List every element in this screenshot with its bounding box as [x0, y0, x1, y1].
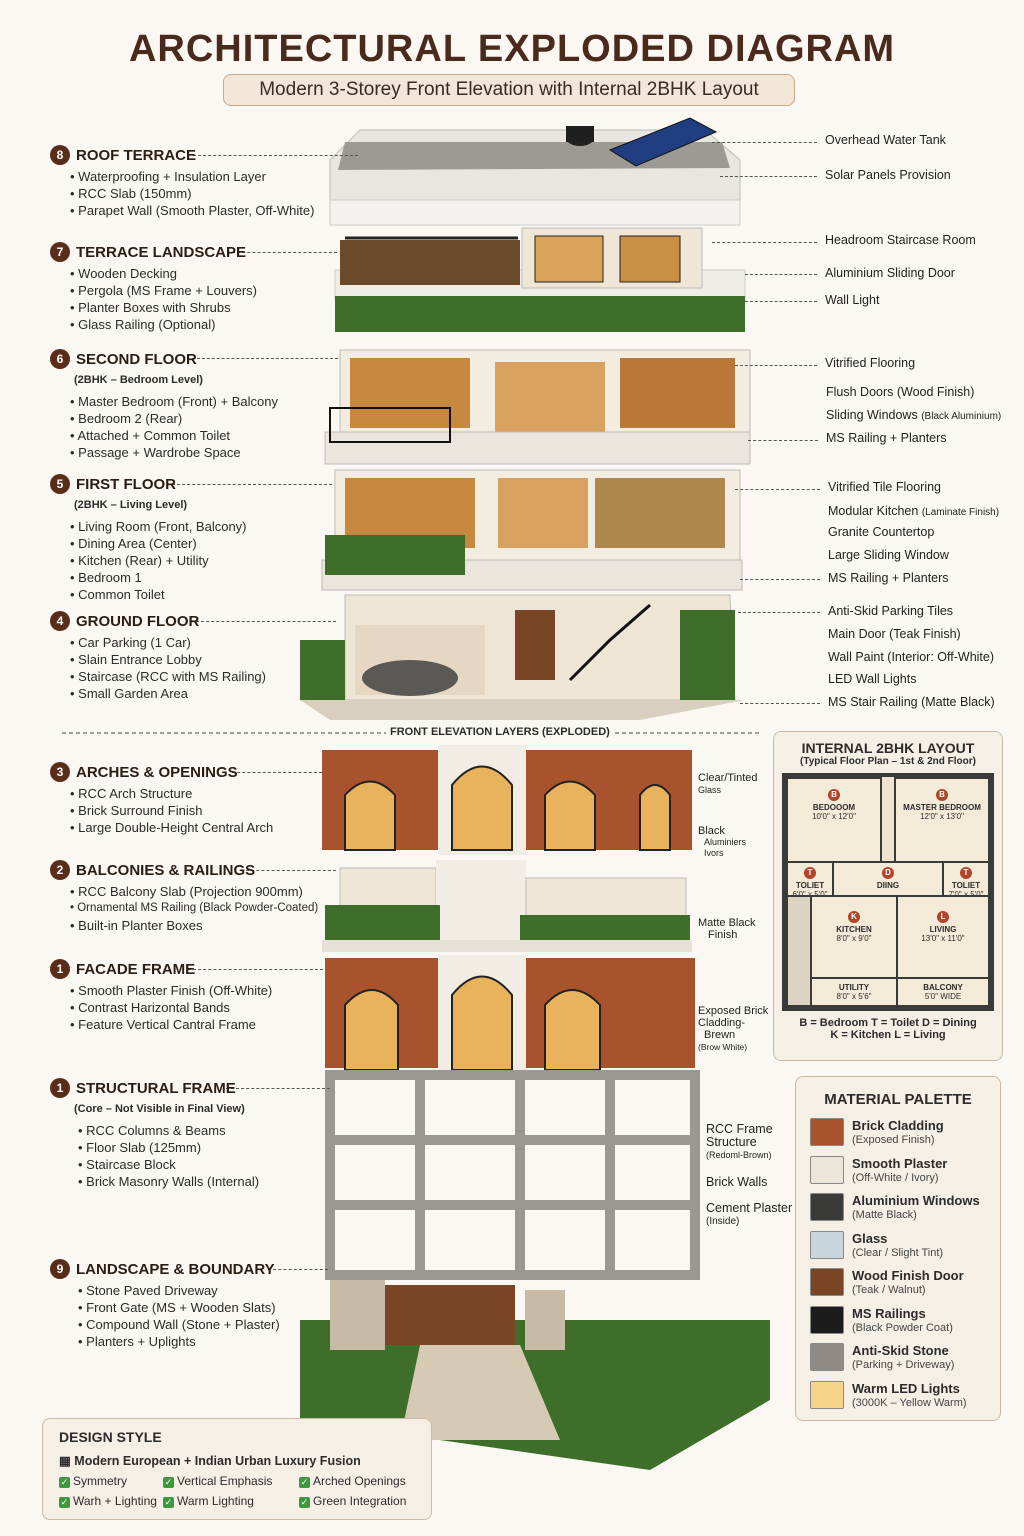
room-balcony: BALCONY 5'0" WIDE: [896, 977, 990, 1007]
palette-title: MATERIAL PALETTE: [824, 1091, 972, 1108]
check-icon: ✓: [300, 1477, 309, 1487]
label-black-aluminium: Black Aluminiers Ivors: [698, 825, 747, 858]
palette-swatch: [810, 1231, 986, 1269]
palette-swatch: [810, 1268, 986, 1306]
swatch-name: Brick Cladding: [852, 1118, 944, 1133]
list-item: • Stone Paved Driveway: [78, 1282, 280, 1299]
material-palette-panel: [795, 1076, 1001, 1421]
list-item: • Brick Masonry Walls (Internal): [78, 1173, 259, 1190]
list-item: • Planter Boxes with Shrubs: [70, 299, 257, 316]
list-item: • RCC Slab (150mm): [70, 185, 314, 202]
label-ms-railing-planters-2: MS Railing + Planters: [828, 571, 949, 585]
swatch-color-box: [810, 1156, 844, 1184]
leader-line: [712, 242, 817, 243]
section-ground-floor: [50, 611, 266, 702]
list-item: • Dining Area (Center): [70, 535, 247, 552]
section-terrace-landscape: [50, 242, 257, 333]
list-item: • Staircase Block: [78, 1156, 259, 1173]
palette-swatch: [810, 1381, 986, 1419]
section-heading: BALCONIES & RAILINGS: [76, 861, 256, 879]
section-heading: GROUND FLOOR: [76, 612, 200, 630]
section-subheading: (Core – Not Visible in Final View): [74, 1103, 245, 1115]
room-master-bedroom: B MASTER BEDROOM 12'0" x 13'0": [894, 777, 990, 863]
label-glass: Clear/Tinted Glass: [698, 772, 758, 795]
terrace-landscape-layer: [335, 228, 745, 332]
design-tag: ✓ Symmetry: [60, 1474, 127, 1488]
list-item: • RCC Columns & Beams: [78, 1122, 259, 1139]
floorplan-panel: [773, 731, 1003, 1061]
list-item: • Ornamental MS Railing (Black Powder-Coated): [70, 900, 318, 917]
swatch-name: Aluminium Windows: [852, 1193, 980, 1208]
list-item: • Floor Slab (125mm): [78, 1139, 259, 1156]
section-heading: ROOF TERRACE: [76, 146, 196, 164]
check-icon: ✓: [60, 1497, 69, 1507]
swatch-name: MS Railings: [852, 1305, 926, 1321]
swatch-description: (Teak / Walnut): [852, 1284, 926, 1296]
section-structural-frame: [50, 1078, 259, 1190]
floorplan-subtitle: (Typical Floor Plan – 1st & 2nd Floor): [800, 756, 976, 767]
label-led-wall-lights: LED Wall Lights: [828, 672, 917, 686]
swatch-name: Anti-Skid Stone: [852, 1343, 949, 1358]
design-style-panel: [42, 1418, 432, 1520]
section-number-badge: 3: [50, 762, 70, 782]
check-icon: ✓: [164, 1477, 173, 1487]
section-number-badge: 6: [50, 349, 70, 369]
section-subheading: (2BHK – Living Level): [74, 499, 188, 511]
facade-frame-layer: [325, 955, 695, 1075]
swatch-color-box: [810, 1381, 844, 1409]
section-number-badge: 1: [50, 1078, 70, 1098]
leader-line: [735, 365, 817, 366]
leader-line: [745, 301, 817, 302]
swatch-description: (Off-White / Ivory): [852, 1171, 939, 1184]
balconies-railings-layer: [322, 860, 692, 952]
swatch-color-box: [810, 1118, 844, 1146]
leader-line: [712, 142, 817, 143]
section-heading: TERRACE LANDSCAPE: [76, 243, 247, 261]
design-tag: ✓ Vertical Emphasis: [164, 1474, 273, 1488]
label-modular-kitchen: Modular Kitchen (Laminate Finish): [828, 504, 1000, 518]
leader-line: [735, 489, 820, 490]
design-tag: ✓ Green Integration: [300, 1494, 407, 1508]
section-heading: SECOND FLOOR: [76, 350, 197, 368]
section-facade-frame: [50, 959, 272, 1033]
leader-line: [740, 703, 820, 704]
section-second-floor: [50, 349, 278, 461]
leader-line: [745, 274, 817, 275]
palette-swatch: [810, 1193, 986, 1231]
room-toilet-2: T TOLIET: [942, 861, 990, 897]
label-matte-black: Matte Black Finish: [698, 917, 756, 941]
list-item: • Glass Railing (Optional): [70, 316, 257, 333]
swatch-color-box: [810, 1231, 844, 1259]
swatch-name: Warm LED Lights: [852, 1380, 960, 1396]
list-item: • Passage + Wardrobe Space: [70, 444, 278, 461]
list-item: • Feature Vertical Cantral Frame: [70, 1016, 272, 1033]
swatch-name: Wood Finish Door: [852, 1268, 964, 1283]
label-vitrified-tile-flooring: Vitrified Tile Flooring: [828, 480, 942, 494]
design-tag: ✓ Warm Lighting: [164, 1494, 254, 1508]
section-heading: FIRST FLOOR: [76, 475, 176, 493]
section-landscape-boundary: [50, 1259, 280, 1350]
design-tag: ✓ Warh + Lighting: [60, 1494, 157, 1508]
label-ms-railing-planters: MS Railing + Planters: [826, 431, 947, 445]
palette-swatch: [810, 1118, 986, 1156]
list-item: • Staircase (RCC with MS Railing): [70, 668, 266, 685]
list-item: • Common Toilet: [70, 586, 247, 603]
label-cement-plaster: Cement Plaster (Inside): [706, 1201, 793, 1227]
section-roof-terrace: [50, 145, 314, 219]
arches-openings-layer: [322, 745, 692, 855]
label-large-sliding-window: Large Sliding Window: [828, 548, 949, 562]
swatch-description: (Parking + Driveway): [852, 1359, 955, 1371]
label-brick-walls: Brick Walls: [706, 1175, 768, 1189]
list-item: • Contrast Harizontal Bands: [70, 999, 272, 1016]
list-item: • RCC Balcony Slab (Projection 900mm): [70, 883, 318, 900]
palette-swatch: [810, 1343, 986, 1381]
design-style-description: ▦ Modern European + Indian Urban Luxury Fusion: [59, 1454, 361, 1468]
label-main-door: Main Door (Teak Finish): [828, 627, 961, 641]
structural-frame-layer: [330, 1075, 695, 1275]
section-number-badge: 4: [50, 611, 70, 631]
floorplan-title: INTERNAL 2BHK LAYOUT: [801, 740, 975, 756]
front-elevation-label: FRONT ELEVATION LAYERS (EXPLODED): [386, 726, 614, 738]
section-subheading: (2BHK – Bedroom Level): [74, 374, 203, 386]
room-bedroom: B BEDOOOM 10'0" x 12'0": [786, 777, 882, 863]
main-door: [515, 610, 555, 680]
section-heading: LANDSCAPE & BOUNDARY: [76, 1260, 275, 1278]
design-style-title: DESIGN STYLE: [59, 1429, 162, 1445]
label-rcc-frame: RCC Frame Structure (Redoml-Brown): [706, 1122, 773, 1160]
list-item: • Planters + Uplights: [78, 1333, 280, 1350]
room-living: L LIVING 13'0" x 11'0": [896, 895, 990, 979]
list-item: • Small Garden Area: [70, 685, 266, 702]
label-headroom-staircase: Headroom Staircase Room: [825, 233, 976, 247]
list-item: • Waterproofing + Insulation Layer: [70, 168, 314, 185]
grid-icon: ▦: [59, 1454, 75, 1468]
list-item: • Front Gate (MS + Wooden Slats): [78, 1299, 280, 1316]
list-item: • Kitchen (Rear) + Utility: [70, 552, 247, 569]
label-wall-paint: Wall Paint (Interior: Off-White): [828, 650, 995, 664]
label-flush-doors: Flush Doors (Wood Finish): [826, 385, 975, 399]
list-item: • Built-in Planter Boxes: [70, 917, 318, 934]
label-aluminium-sliding-door: Aluminium Sliding Door: [825, 266, 955, 280]
swatch-name: Smooth Plaster: [852, 1155, 948, 1171]
section-number-badge: 9: [50, 1259, 70, 1279]
leader-line: [748, 440, 818, 441]
list-item: • Compound Wall (Stone + Plaster): [78, 1316, 280, 1333]
roof-terrace-layer: [330, 118, 740, 225]
swatch-color-box: [810, 1268, 844, 1296]
swatch-name: Glass: [852, 1230, 888, 1246]
list-item: • Wooden Decking: [70, 265, 257, 282]
list-item: • Brick Surround Finish: [70, 802, 273, 819]
label-granite-countertop: Granite Countertop: [828, 525, 935, 539]
list-item: • Slain Entrance Lobby: [70, 651, 266, 668]
list-item: • Smooth Plaster Finish (Off-White): [70, 982, 272, 999]
leader-line: [740, 579, 820, 580]
leader-line: [738, 612, 820, 613]
room-kitchen: K KITCHEN 8'0" x 9'0": [810, 895, 898, 979]
room-toilet: T TOLIET: [786, 861, 834, 897]
check-icon: ✓: [60, 1477, 69, 1487]
swatch-description: (Exposed Finish): [852, 1134, 935, 1146]
label-anti-skid-tiles: Anti-Skid Parking Tiles: [828, 604, 954, 618]
label-ms-stair-railing: MS Stair Railing (Matte Black): [828, 695, 995, 709]
floorplan-drawing: [782, 773, 994, 1011]
check-icon: ✓: [300, 1497, 309, 1507]
section-balconies-railings: [50, 860, 318, 934]
swatch-description: (3000K – Yellow Warm): [852, 1396, 967, 1409]
palette-swatch: [810, 1156, 986, 1194]
swatch-description: (Matte Black): [852, 1209, 917, 1221]
room-dining: D DIING: [832, 861, 944, 897]
swatch-description: (Clear / Slight Tint): [852, 1246, 944, 1259]
floorplan-legend: B = Bedroom T = Toilet D = Dining K = Kitchen L = Living: [799, 1017, 977, 1041]
section-number-badge: 8: [50, 145, 70, 165]
list-item: • Car Parking (1 Car): [70, 634, 266, 651]
label-vitrified-flooring: Vitrified Flooring: [825, 356, 916, 370]
section-arches-openings: [50, 762, 273, 836]
section-heading: ARCHES & OPENINGS: [76, 763, 238, 781]
car-icon: [362, 660, 458, 696]
second-floor-layer: [325, 350, 750, 464]
label-overhead-water-tank: Overhead Water Tank: [825, 133, 946, 147]
list-item: • Bedroom 1: [70, 569, 247, 586]
swatch-description: (Black Powder Coat): [852, 1321, 953, 1334]
swatch-color-box: [810, 1343, 844, 1371]
room-utility: UTILITY 8'0" x 5'6": [810, 977, 898, 1007]
section-heading: FACADE FRAME: [76, 960, 196, 978]
page-subtitle: Modern 3-Storey Front Elevation with Internal 2BHK Layout: [223, 74, 795, 106]
leader-line: [720, 176, 817, 177]
list-item: • Large Double-Height Central Arch: [70, 819, 273, 836]
design-tag: ✓ Arched Openings: [300, 1474, 406, 1488]
page-title: ARCHITECTURAL EXPLODED DIAGRAM: [128, 28, 896, 70]
list-item: • Master Bedroom (Front) + Balcony: [70, 393, 278, 410]
swatch-color-box: [810, 1193, 844, 1221]
list-item: • Bedroom 2 (Rear): [70, 410, 278, 427]
list-item: • Attached + Common Toilet: [70, 427, 278, 444]
section-number-badge: 2: [50, 860, 70, 880]
label-sliding-windows: Sliding Windows (Black Aluminium): [826, 408, 1002, 422]
list-item: • Pergola (MS Frame + Louvers): [70, 282, 257, 299]
swatch-color-box: [810, 1306, 844, 1334]
label-solar-panels: Solar Panels Provision: [825, 168, 951, 182]
ground-floor-layer: [300, 595, 745, 720]
section-first-floor: [50, 474, 247, 603]
section-number-badge: 7: [50, 242, 70, 262]
list-item: • Parapet Wall (Smooth Plaster, Off-White): [70, 202, 314, 219]
staircase: [786, 895, 812, 1007]
check-icon: ✓: [164, 1497, 173, 1507]
section-number-badge: 1: [50, 959, 70, 979]
front-gate: [385, 1285, 515, 1345]
label-wall-light: Wall Light: [825, 293, 880, 307]
list-item: • RCC Arch Structure: [70, 785, 273, 802]
first-floor-layer: [322, 470, 742, 590]
palette-swatch: [810, 1306, 986, 1344]
label-exposed-brick: Exposed Brick Cladding- Brewn (Brow White): [698, 1005, 769, 1052]
section-number-badge: 5: [50, 474, 70, 494]
list-item: • Living Room (Front, Balcony): [70, 518, 247, 535]
section-heading: STRUCTURAL FRAME: [76, 1079, 236, 1097]
